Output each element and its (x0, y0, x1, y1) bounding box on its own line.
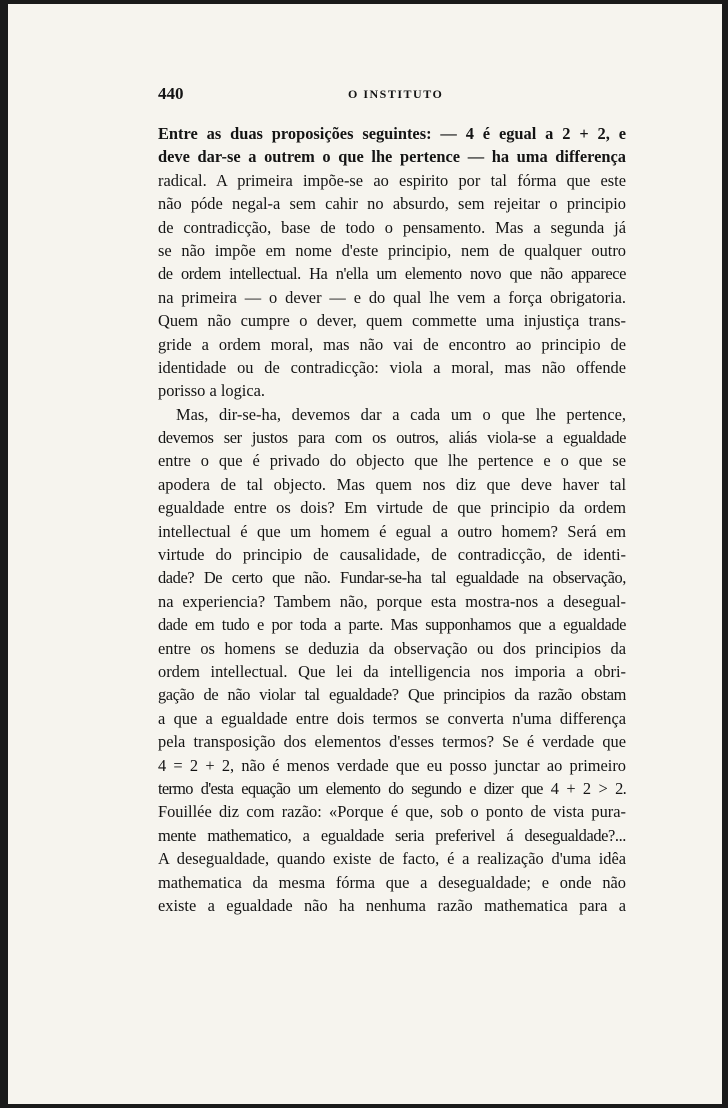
text-line: deve dar-se a outrem o que lhe pertence — ha uma differença (158, 147, 626, 167)
page-number: 440 (158, 84, 184, 103)
text-line: porisso a logica. (158, 381, 265, 401)
text-line: devemos ser justos para com os outros, aliás viola-se a egualdade (158, 428, 626, 448)
text-line: identidade ou de contradicção: viola a moral, mas não offende (158, 357, 626, 377)
body-text (158, 122, 626, 917)
text-line: entre o que é privado do objecto que lhe pertence e o que se (158, 451, 626, 471)
text-line: Entre as duas proposições seguintes: — 4 é egual a 2 + 2, e (158, 124, 626, 143)
text-line: dade em tudo e por toda a parte. Mas supponhamos que a egualdade (158, 615, 626, 635)
text-line: Mas, dir-se-ha, devemos dar a cada um o que lhe pertence, (176, 404, 626, 424)
text-line: na experiencia? Tambem não, porque esta mostra-nos a desegual- (158, 591, 626, 611)
text-line: virtude do principio de causalidade, de contradicção, de identi- (158, 545, 626, 565)
text-line: na primeira — o dever — e do qual lhe vem a força obrigatoria. (158, 287, 626, 307)
text-line: não póde negal-a sem cahir no absurdo, sem rejeitar o principio (158, 194, 626, 214)
text-line: Quem não cumpre o dever, quem commette uma injustiça trans- (158, 311, 626, 331)
text-line: termo d'esta equação um elemento do segundo e dizer que 4 + 2 > 2. (158, 778, 626, 798)
text-line: Fouillée diz com razão: «Porque é que, sob o ponto de vista pura- (158, 802, 626, 822)
text-line: de ordem intellectual. Ha n'ella um elemento novo que não apparece (158, 264, 626, 284)
text-line: mathematica da mesma fórma que a desegualdade; e onde não (158, 872, 626, 892)
page-sheet (8, 4, 722, 1104)
text-line: gride a ordem moral, mas não vai de encontro ao principio de (158, 334, 626, 354)
text-line: pela transposição dos elementos d'esses termos? Se é verdade que (158, 732, 626, 752)
text-line: de contradicção, base de todo o pensamento. Mas a segunda já (158, 217, 626, 237)
running-head: O INSTITUTO (348, 87, 444, 101)
text-line: existe a egualdade não ha nenhuma razão mathematica para a (158, 895, 626, 915)
text-line: mente mathematico, a egualdade seria preferivel á desegualdade?... (158, 825, 626, 845)
text-line: radical. A primeira impõe-se ao espirito por tal fórma que este (158, 170, 626, 190)
text-line: apodera de tal objecto. Mas quem nos diz que deve haver tal (158, 474, 626, 494)
text-line: intellectual é que um homem é egual a outro homem? Será em (158, 521, 626, 541)
text-line: egualdade entre os dois? Em virtude de que principio da ordem (158, 498, 626, 518)
text-line: ordem intellectual. Que lei da intelligencia nos imporia a obri- (158, 661, 626, 681)
text-line: 4 = 2 + 2, não é menos verdade que eu posso junctar ao primeiro (158, 755, 626, 775)
text-line: entre os homens se deduzia da observação ou dos principios da (158, 638, 626, 658)
text-line: A desegualdade, quando existe de facto, é a realização d'uma idêa (158, 849, 626, 869)
text-line: se não impõe em nome d'este principio, nem de qualquer outro (158, 240, 626, 260)
page-header (158, 84, 638, 108)
text-line: a que a egualdade entre dois termos se converta n'uma differença (158, 708, 626, 728)
text-line: gação de não violar tal egualdade? Que principios da razão obstam (158, 685, 626, 705)
text-line: dade? De certo que não. Fundar-se-ha tal egualdade na observação, (158, 568, 626, 588)
